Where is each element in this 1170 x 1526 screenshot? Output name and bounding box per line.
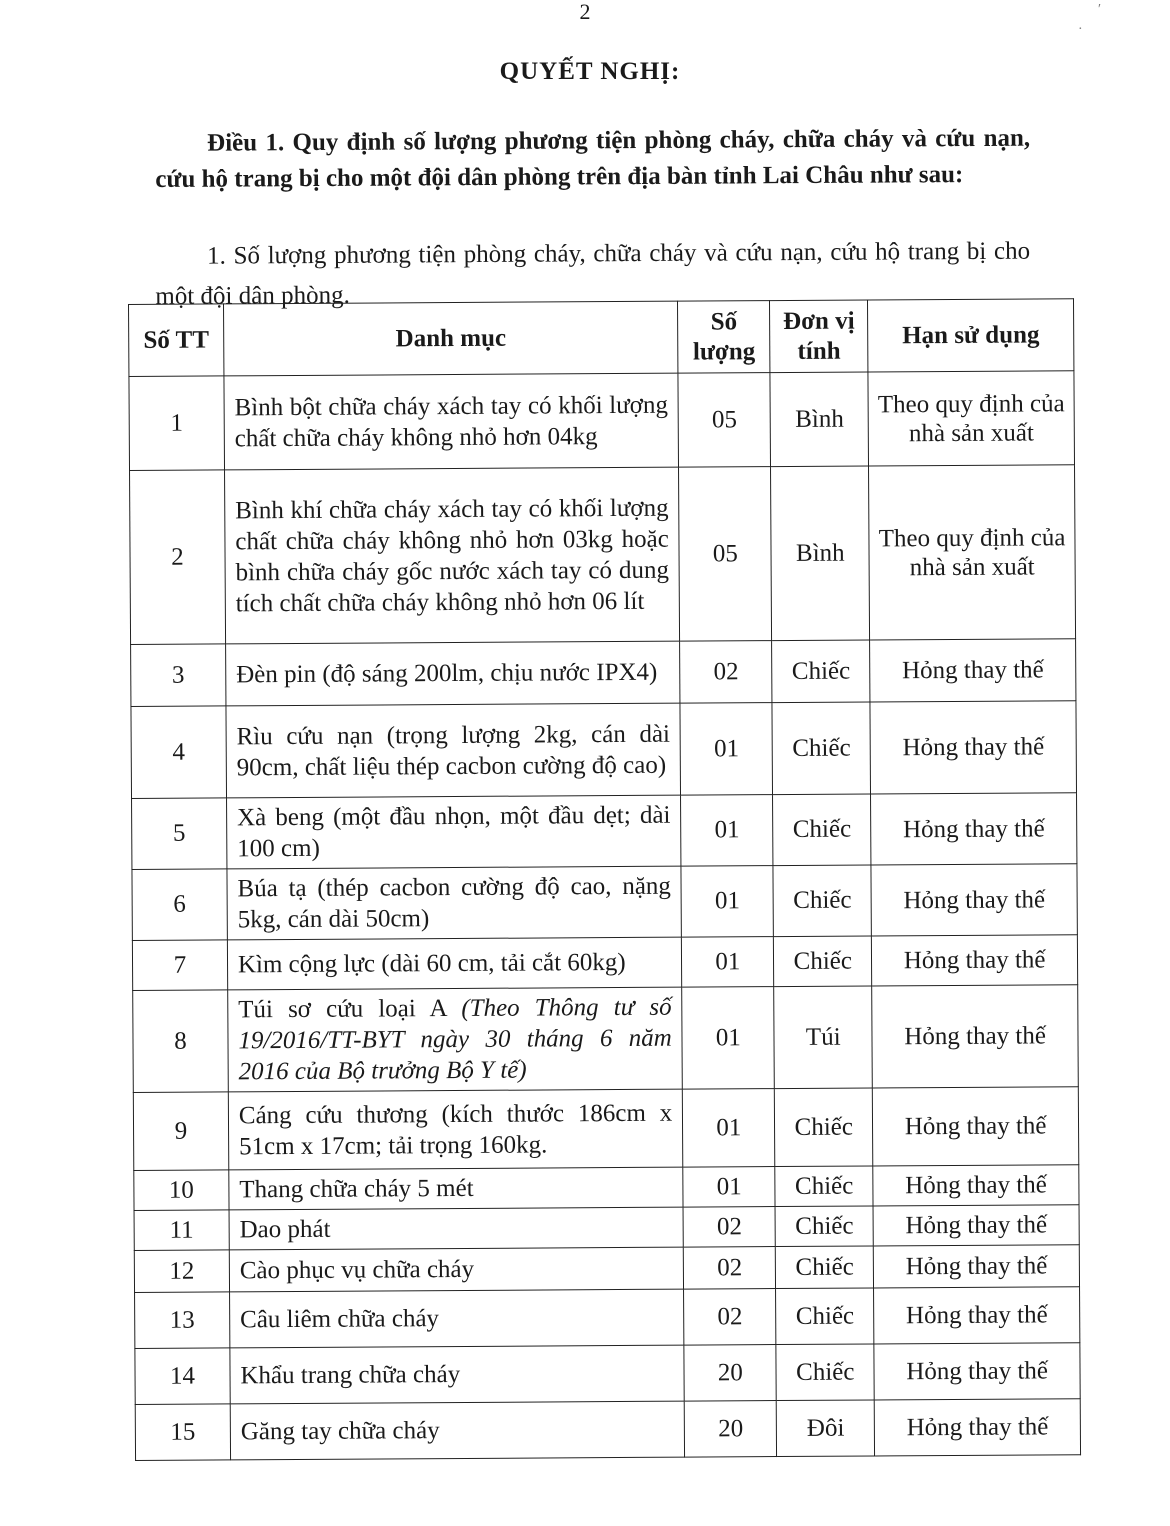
row-quantity: 05 bbox=[678, 373, 771, 468]
row-quantity: 01 bbox=[681, 795, 773, 867]
row-lifetime: Hỏng thay thế bbox=[870, 639, 1076, 702]
row-item bbox=[227, 937, 682, 990]
row-stt: 8 bbox=[133, 990, 229, 1093]
row-quantity: 01 bbox=[682, 987, 775, 1090]
table-row bbox=[133, 1087, 1078, 1171]
row-unit: Chiếc bbox=[775, 1088, 873, 1167]
row-stt: 13 bbox=[135, 1292, 230, 1349]
table-row bbox=[135, 1287, 1080, 1349]
row-item-text: Đèn pin (độ sáng 200lm, chịu nước IPX4) bbox=[236, 658, 658, 689]
row-unit: Chiếc bbox=[773, 865, 871, 937]
row-quantity: 02 bbox=[680, 641, 772, 704]
row-unit: Chiếc bbox=[773, 794, 871, 866]
row-lifetime: Hỏng thay thế bbox=[871, 793, 1077, 865]
row-unit: Chiếc bbox=[776, 1246, 874, 1289]
row-lifetime: Hỏng thay thế bbox=[873, 1165, 1079, 1206]
row-quantity: 02 bbox=[683, 1207, 775, 1248]
row-stt: 3 bbox=[131, 644, 226, 707]
row-lifetime: Hỏng thay thế bbox=[874, 1245, 1080, 1288]
scan-mark: ′ bbox=[1098, 2, 1102, 17]
row-item bbox=[230, 1345, 685, 1404]
row-item bbox=[228, 987, 683, 1092]
row-item bbox=[228, 1089, 683, 1170]
row-item bbox=[229, 1247, 684, 1292]
row-lifetime: Hỏng thay thế bbox=[874, 1287, 1080, 1344]
row-unit: Chiếc bbox=[775, 1206, 873, 1247]
row-stt: 6 bbox=[132, 869, 227, 941]
row-stt: 5 bbox=[132, 798, 227, 870]
row-item bbox=[225, 641, 680, 706]
header-item: Danh mục bbox=[223, 301, 678, 376]
row-item-text: Găng tay chữa cháy bbox=[240, 1417, 440, 1446]
row-item bbox=[229, 1167, 684, 1210]
row-item bbox=[224, 373, 679, 470]
table-row bbox=[131, 639, 1076, 707]
row-item-text: Túi sơ cứu loại A bbox=[238, 995, 447, 1024]
table-row bbox=[134, 1165, 1079, 1211]
row-lifetime: Hỏng thay thế bbox=[873, 1205, 1079, 1246]
row-item bbox=[226, 703, 681, 798]
row-stt: 4 bbox=[131, 706, 226, 799]
row-item-text: Bình khí chữa cháy xách tay có khối lượng chất chữa cháy không nhỏ hơn 03kg hoặc bình chữa cháy gốc nước xách tay có dung tích chất chữa cháy không nhỏ hơn 06 lít bbox=[235, 494, 670, 617]
row-item bbox=[229, 1207, 684, 1250]
row-stt: 2 bbox=[130, 470, 226, 645]
scan-dot: · bbox=[1078, 22, 1083, 37]
row-item-text: Dao phát bbox=[239, 1215, 331, 1244]
row-unit: Đôi bbox=[776, 1400, 874, 1457]
row-item bbox=[229, 1289, 684, 1348]
table-row bbox=[133, 985, 1079, 1093]
row-stt: 1 bbox=[129, 376, 224, 471]
row-unit: Chiếc bbox=[772, 702, 871, 795]
row-lifetime: Hỏng thay thế bbox=[872, 935, 1078, 986]
row-quantity: 01 bbox=[683, 1167, 775, 1208]
row-stt: 7 bbox=[132, 940, 227, 991]
row-unit: Bình bbox=[770, 372, 869, 467]
row-stt: 15 bbox=[135, 1404, 230, 1461]
header-unit: Đơn vị tính bbox=[770, 300, 868, 373]
page-number: 2 bbox=[579, 0, 591, 24]
row-item-text: Kìm cộng lực (dài 60 cm, tải cắt 60kg) bbox=[237, 948, 626, 979]
row-lifetime: Hỏng thay thế bbox=[871, 864, 1077, 936]
row-item-text: Cáng cứu thương (kích thước 186cm x 51cm x 17cm; tải trọng 160kg. bbox=[238, 1099, 673, 1160]
table-row bbox=[131, 701, 1077, 799]
row-unit: Chiếc bbox=[772, 640, 870, 703]
row-item-text: Thang chữa cháy 5 mét bbox=[239, 1174, 474, 1204]
row-lifetime: Hỏng thay thế bbox=[874, 1343, 1080, 1400]
row-lifetime: Theo quy định của nhà sản xuất bbox=[868, 371, 1074, 466]
row-item bbox=[227, 866, 682, 940]
row-lifetime: Hỏng thay thế bbox=[874, 1399, 1080, 1456]
row-quantity: 01 bbox=[680, 703, 773, 796]
row-stt: 14 bbox=[135, 1348, 230, 1405]
row-unit: Túi bbox=[774, 986, 873, 1089]
row-item-text: Xà beng (một đầu nhọn, một đầu dẹt; dài 100 cm) bbox=[236, 801, 671, 863]
row-stt: 9 bbox=[133, 1092, 228, 1171]
table-header-row bbox=[129, 299, 1074, 377]
row-quantity: 20 bbox=[684, 1345, 776, 1402]
row-stt: 10 bbox=[134, 1170, 229, 1211]
row-stt: 12 bbox=[134, 1250, 229, 1293]
table-row bbox=[135, 1343, 1080, 1405]
table-row bbox=[132, 864, 1077, 941]
row-quantity: 01 bbox=[681, 866, 773, 938]
row-item-text: Khẩu trang chữa cháy bbox=[240, 1360, 461, 1390]
row-lifetime: Hỏng thay thế bbox=[873, 1087, 1079, 1166]
row-item bbox=[226, 795, 681, 869]
table-row bbox=[130, 465, 1076, 645]
equipment-table bbox=[128, 298, 1081, 1461]
row-item bbox=[224, 467, 679, 644]
row-lifetime: Theo quy định của nhà sản xuất bbox=[869, 465, 1076, 640]
table-row bbox=[134, 1205, 1079, 1251]
row-quantity: 05 bbox=[679, 467, 772, 642]
row-quantity: 01 bbox=[683, 1089, 775, 1168]
table-row bbox=[132, 793, 1077, 870]
equipment-table-container bbox=[128, 298, 1081, 1461]
row-item-note: (Theo Thông tư số 19/2016/TT-BYT ngày 30 tháng 6 năm 2016 của Bộ trưởng Bộ Y tế) bbox=[238, 993, 672, 1086]
row-item-text: Bình bột chữa cháy xách tay có khối lượng chất chữa cháy không nhỏ hơn 04kg bbox=[234, 391, 669, 452]
header-lifetime: Hạn sử dụng bbox=[868, 299, 1074, 372]
clause-1-text: 1. Số lượng phương tiện phòng cháy, chữa cháy và cứu nạn, cứu hộ trang bị cho một đội dân phòng. bbox=[155, 237, 1031, 310]
row-item bbox=[230, 1401, 685, 1460]
row-stt: 11 bbox=[134, 1210, 229, 1251]
row-unit: Chiếc bbox=[776, 1344, 874, 1401]
row-lifetime: Hỏng thay thế bbox=[870, 701, 1076, 794]
row-unit: Chiếc bbox=[774, 936, 872, 987]
row-unit: Bình bbox=[771, 466, 870, 641]
row-unit: Chiếc bbox=[776, 1288, 874, 1345]
table-row bbox=[134, 1245, 1079, 1293]
header-quantity: Số lượng bbox=[678, 301, 770, 374]
table-row bbox=[129, 371, 1075, 471]
row-item-text: Câu liêm chữa cháy bbox=[240, 1305, 440, 1334]
table-body bbox=[129, 371, 1081, 1461]
row-quantity: 02 bbox=[684, 1289, 776, 1346]
row-lifetime: Hỏng thay thế bbox=[872, 985, 1078, 1088]
row-item-text: Rìu cứu nạn (trọng lượng 2kg, cán dài 90cm, chất liệu thép cacbon cường độ cao) bbox=[236, 720, 671, 781]
table-row bbox=[135, 1399, 1080, 1461]
article-1-heading: Điều 1. Quy định số lượng phương tiện phòng cháy, chữa cháy và cứu nạn, cứu hộ trang bị cho một đội dân phòng trên địa bàn tỉnh Lai Châu như sau: bbox=[155, 124, 1031, 193]
header-stt: Số TT bbox=[129, 304, 224, 377]
row-item-text: Búa tạ (thép cacbon cường độ cao, nặng 5kg, cán dài 50cm) bbox=[237, 872, 671, 934]
page-title: QUYẾT NGHỊ: bbox=[499, 58, 681, 85]
row-quantity: 02 bbox=[684, 1247, 776, 1290]
row-unit: Chiếc bbox=[775, 1166, 873, 1207]
table-row bbox=[132, 935, 1077, 991]
row-item-text: Cào phục vụ chữa cháy bbox=[239, 1255, 475, 1285]
row-quantity: 20 bbox=[685, 1401, 777, 1458]
row-quantity: 01 bbox=[682, 937, 774, 988]
